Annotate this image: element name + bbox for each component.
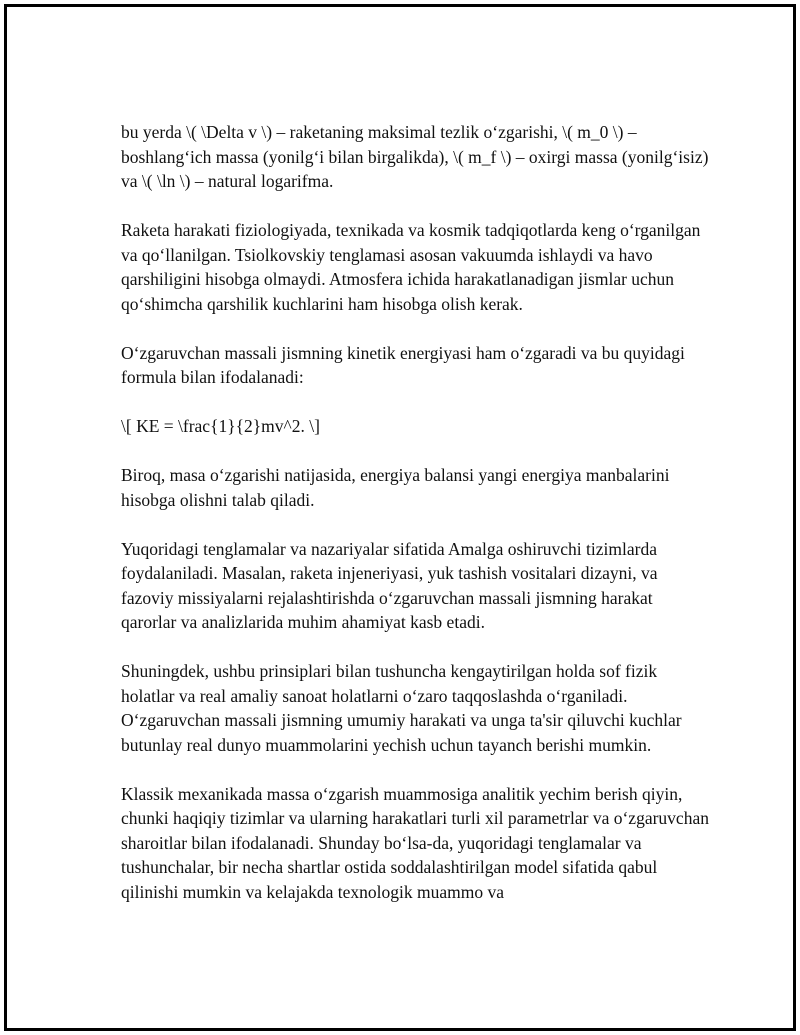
paragraph-applications: Yuqoridagi tenglamalar va nazariyalar sifatida Amalga oshiruvchi tizimlarda foydalaniladi. Masalan, raketa injeneriyasi, yuk tashish vositalari dizayni, va fazoviy missiyalarni rejalashtirishda o‘zgaruvchan massali jismning harakat qarorlar va analizlarida muhim ahamiyat kasb etadi. — [121, 538, 658, 632]
kinetic-energy-formula: \[ KE = \frac{1}{2}mv^2. \] — [121, 416, 320, 436]
paragraph-principles: Shuningdek, ushbu prinsiplari bilan tushuncha kengaytirilgan holda sof fizik holatlar va real amaliy sanoat holatlarni o‘zaro taqqoslashda o‘rganiladi. O‘zgaruvchan massali jismning umumiy harakati va unga ta'sir qiluvchi kuchlar butunlay real dunyo muammolarini yechish uchun tayanch berishi mumkin. — [121, 661, 682, 755]
paragraph-kinetic-energy-intro: O‘zgaruvchan massali jismning kinetik energiyasi ham o‘zgaradi va bu quyidagi formula bilan ifodalanadi: — [121, 342, 685, 387]
paragraph-delta-v-definitions: bu yerda \( \Delta v \) – raketaning maksimal tezlik o‘zgarishi, \( m_0 \) – boshlang‘ich massa (yonilg‘i bilan birgalikda), \( m_f \) – oxirgi massa (yonilg‘isiz) va \( \ln \) – natural logarifma. — [121, 122, 709, 191]
paragraph-rocket-motion: Raketa harakati fiziologiyada, texnikada va kosmik tadqiqotlarda keng o‘rganilgan va qo‘llanilgan. Tsiolkovskiy tenglamasi asosan vakuumda ishlaydi va havo qarshiligini hisobga olmaydi. Atmosfera ichida harakatlanadigan jismlar uchun qo‘shimcha qarshilik kuchlarini ham hisobga olish kerak. — [121, 220, 701, 314]
document-body — [121, 120, 711, 929]
paragraph-energy-balance: Biroq, masa o‘zgarishi natijasida, energiya balansi yangi energiya manbalarini hisobga olishni talab qiladi. — [121, 465, 670, 510]
document-page — [4, 4, 796, 1031]
paragraph-classical-mechanics: Klassik mexanikada massa o‘zgarish muammosiga analitik yechim berish qiyin, chunki haqiqiy tizimlar va ularning harakatlari turli xil parametrlar va o‘zgaruvchan sharoitlar bilan ifodalanadi. Shunday bo‘lsa-da, yuqoridagi tenglamalar va tushunchalar, bir necha shartlar ostida soddalashtirilgan model sifatida qabul qilinishi mumkin va kelajakda texnologik muammo va — [121, 783, 709, 902]
